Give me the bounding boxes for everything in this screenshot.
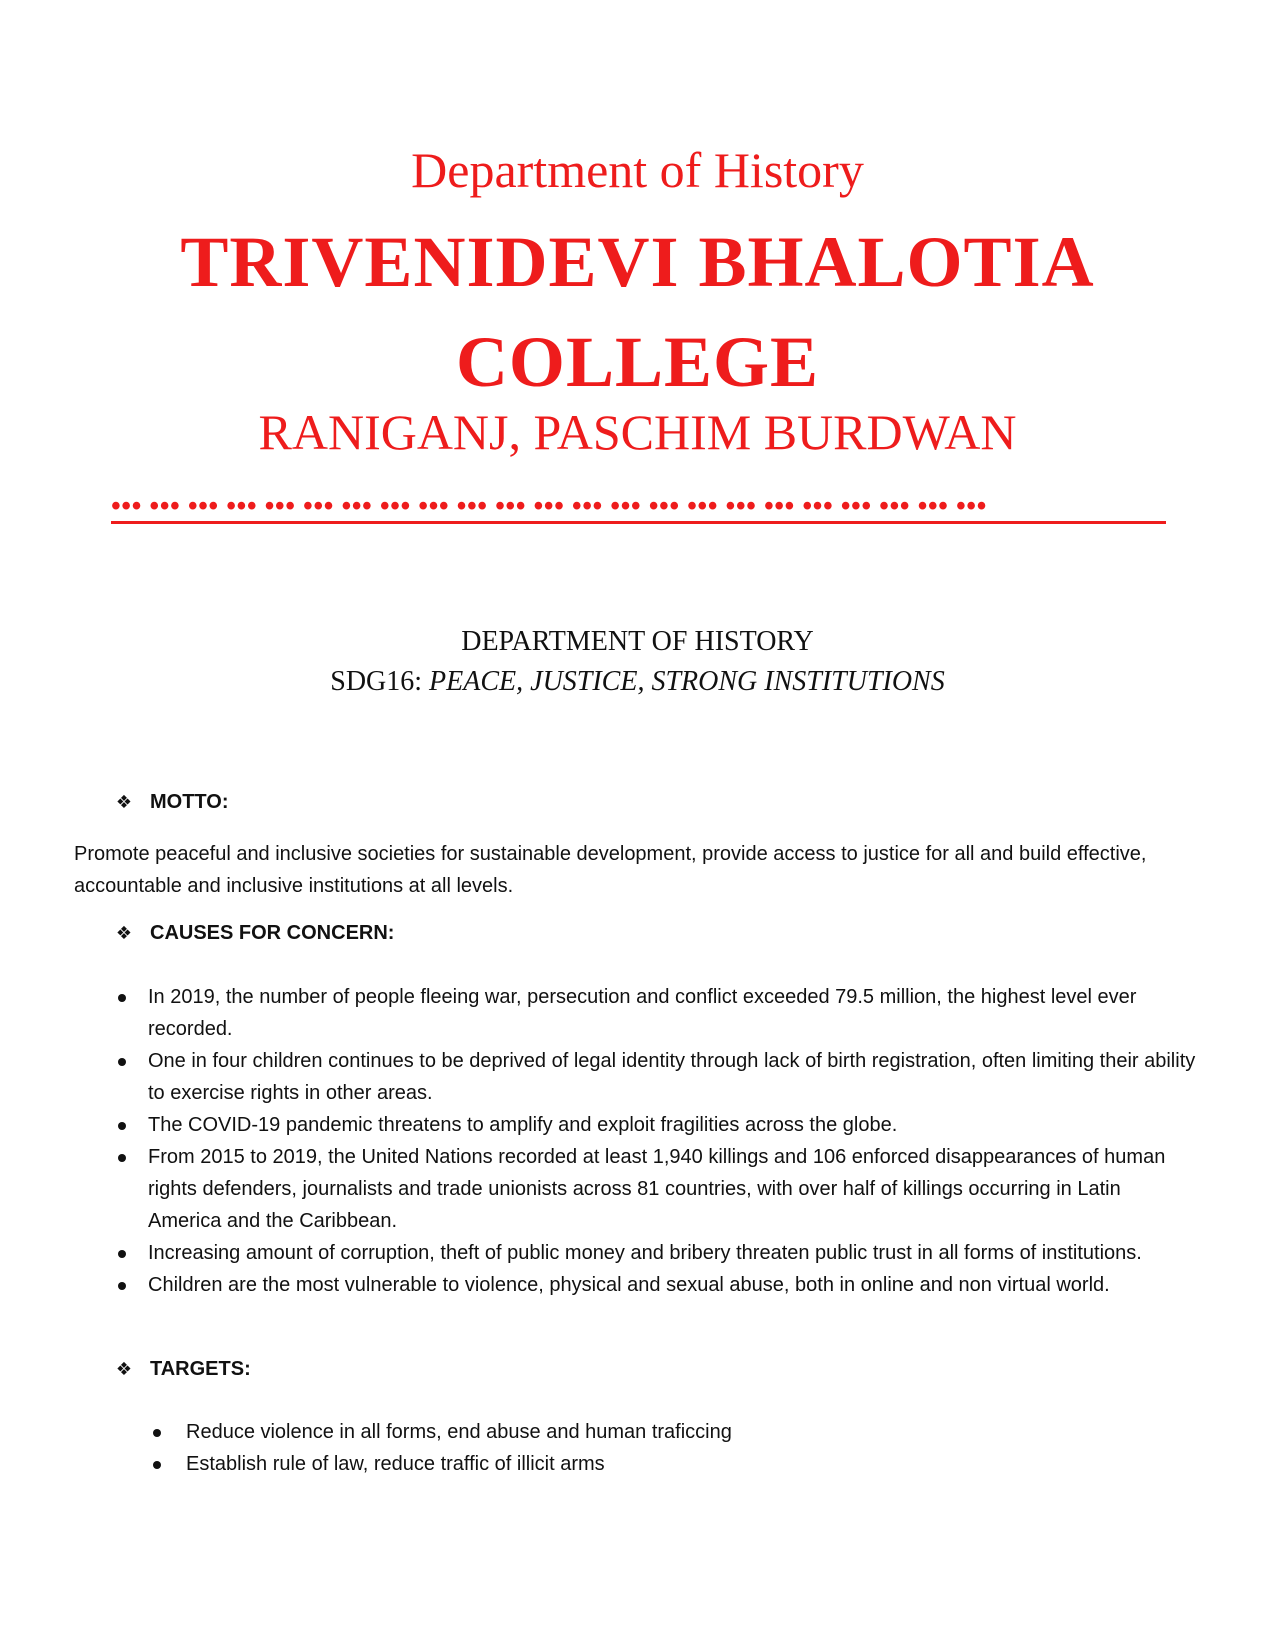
dotted-divider: ••• ••• ••• ••• ••• ••• ••• ••• ••• ••• ••• ••• ••• ••• ••• ••• ••• ••• ••• ••• ••• ••• ••• <box>111 493 987 521</box>
sdg-prefix: SDG16: <box>330 666 430 697</box>
college-name-line-2: COLLEGE <box>455 322 820 402</box>
college-location: RANIGANJ, PASCHIM BURDWAN <box>258 404 1017 460</box>
list-item-text: One in four children continues to be deprived of legal identity through lack of birth registration, often limiting their ability to exercise rights in other areas. <box>148 1050 1196 1104</box>
round-bullet-icon <box>118 1154 126 1162</box>
list-item-text: Establish rule of law, reduce traffic of illicit arms <box>186 1453 605 1475</box>
diamond-bullet-icon: ❖ <box>115 923 133 943</box>
list-item <box>0 981 1198 1045</box>
list-item-text: Children are the most vulnerable to violence, physical and sexual abuse, both in online and non virtual world. <box>148 1274 1110 1296</box>
targets-heading-label: TARGETS: <box>150 1358 251 1380</box>
list-item <box>0 1237 1198 1269</box>
diamond-bullet-icon: ❖ <box>115 1359 133 1379</box>
list-item <box>0 1448 1275 1480</box>
list-item-text: Increasing amount of corruption, theft of public money and bribery threaten public trust in all forms of institutions. <box>148 1242 1142 1264</box>
list-item <box>0 1416 1275 1448</box>
round-bullet-icon <box>118 1122 126 1130</box>
list-item <box>0 1269 1198 1301</box>
round-bullet-icon <box>118 1058 126 1066</box>
divider-rule <box>111 521 1166 524</box>
round-bullet-icon <box>118 994 126 1002</box>
college-name <box>0 212 1275 412</box>
list-item-text: From 2015 to 2019, the United Nations recorded at least 1,940 killings and 106 enforced disappearances of human rights defenders, journalists and trade unionists across 81 countries, with over half of killings occurring in Latin America and the Caribbean. <box>148 1146 1166 1232</box>
concerns-list <box>0 981 1275 1301</box>
sdg-title: PEACE, JUSTICE, STRONG INSTITUTIONS <box>429 666 945 697</box>
list-item <box>0 1045 1198 1109</box>
motto-heading-label: MOTTO: <box>150 791 229 813</box>
targets-list <box>0 1416 1275 1480</box>
department-title: Department of History <box>411 142 864 198</box>
header-divider <box>111 493 1166 523</box>
list-item-text: Reduce violence in all forms, end abuse and human traficcing <box>186 1421 732 1443</box>
concerns-heading-label: CAUSES FOR CONCERN: <box>150 922 395 944</box>
subtitle-department: DEPARTMENT OF HISTORY <box>461 626 814 657</box>
list-item-text: The COVID-19 pandemic threatens to amplify and exploit fragilities across the globe. <box>148 1114 898 1136</box>
round-bullet-icon <box>153 1461 161 1469</box>
list-item <box>0 1141 1198 1237</box>
subtitle-sdg <box>0 664 1275 700</box>
round-bullet-icon <box>153 1429 161 1437</box>
list-item-text: In 2019, the number of people fleeing war, persecution and conflict exceeded 79.5 million, the highest level ever recorded. <box>148 986 1137 1040</box>
list-item <box>0 1109 1198 1141</box>
college-name-line-1: TRIVENIDEVI BHALOTIA <box>180 222 1095 302</box>
round-bullet-icon <box>118 1250 126 1258</box>
motto-text: Promote peaceful and inclusive societies for sustainable development, provide access to justice for all and build effective, accountable and inclusive institutions at all levels. <box>74 843 1147 897</box>
diamond-bullet-icon: ❖ <box>115 792 133 812</box>
round-bullet-icon <box>118 1282 126 1290</box>
